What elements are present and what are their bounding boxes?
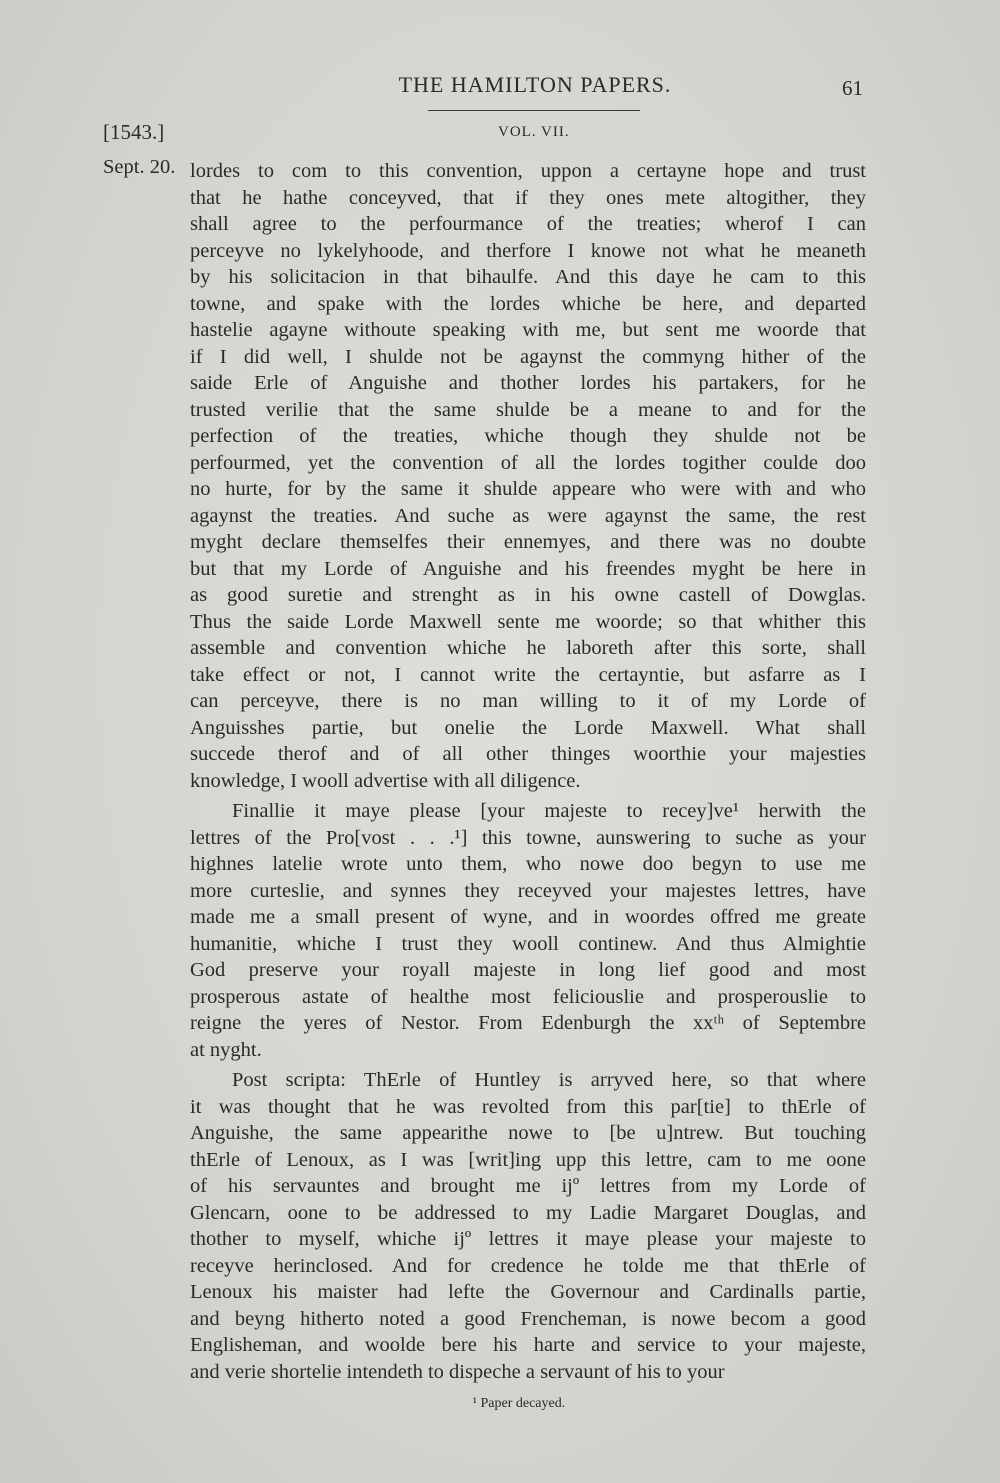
text-line: shall agree to the perfourmance of the treaties; wherof I can (190, 213, 866, 235)
text-line: lettres of the Pro[vost . . .¹] this towne, aunswering to suche as your (190, 826, 866, 849)
header-rule (428, 110, 640, 111)
text-line: as good suretie and strenght as in his owne castell of Dowglas. (190, 584, 866, 606)
letter-body (190, 158, 866, 1385)
footnote: ¹ Paper decayed. (472, 1396, 566, 1411)
text-line: humanitie, whiche I trust they wooll continew. And thus Almightie (190, 932, 866, 955)
text-line: knowledge, I wooll advertise with all diligence. (190, 769, 581, 792)
text-line: agaynst the treaties. And suche as were agaynst the same, the rest (190, 504, 866, 527)
text-line: and verie shortelie intendeth to dispeche a servaunt of his to your (190, 1360, 725, 1383)
volume-label: VOL. VII. (498, 124, 570, 140)
text-line: Anguisshes partie, but onelie the Lorde Maxwell. What shall (190, 716, 866, 739)
text-line: lordes to com to this convention, uppon a certayne hope and trust (190, 160, 866, 182)
text-line: perceyve no lykelyhoode, and therfore I knowe not what he meaneth (190, 239, 866, 262)
text-line: more curteslie, and synnes they receyved your majestes lettres, have (190, 879, 866, 902)
text-line: highnes latelie wrote unto them, who nowe doo begyn to use me (190, 853, 866, 875)
text-line: assemble and convention whiche he laboreth after this sorte, shall (190, 637, 866, 659)
text-line: it was thought that he was revolted from this par[tie] to thErle of (190, 1095, 866, 1118)
text-line: receyve herinclosed. And for credence he tolde me that thErle of (190, 1254, 866, 1277)
text-line: reigne the yeres of Nestor. From Edenburgh the xxᵗʰ of Septembre (190, 1012, 866, 1034)
margin-date: Sept. 20. (103, 156, 176, 178)
text-line: trusted verilie that the same shulde be a meane to and for the (190, 398, 866, 421)
text-line: thother to myself, whiche ijº lettres it maye please your majeste to (190, 1228, 866, 1250)
text-line: Thus the saide Lorde Maxwell sente me woorde; so that whither this (190, 610, 866, 633)
text-line: can perceyve, there is no man willing to it of my Lorde of (190, 690, 866, 712)
paragraph (190, 1067, 866, 1385)
text-line: perfection of the treaties, whiche though they shulde not be (190, 425, 866, 447)
text-line: if I did well, I shulde not be agaynst the commyng hither of the (190, 345, 866, 368)
year-label: [1543.] (103, 120, 165, 144)
text-line: succede therof and of all other thinges woorthie your majesties (190, 743, 866, 765)
text-line: that he hathe conceyved, that if they ones mete altogither, they (190, 186, 866, 209)
running-title: THE HAMILTON PAPERS. (398, 72, 672, 97)
text-line: by his solicitacion in that bihaulfe. And this daye he cam to this (190, 266, 866, 288)
text-line: thErle of Lenoux, as I was [writ]ing upp this lettre, cam to me oone (190, 1148, 866, 1171)
text-line: saide Erle of Anguishe and thother lordes his partakers, for he (190, 372, 866, 394)
text-line: of his servauntes and brought me ijº lettres from my Lorde of (190, 1175, 866, 1197)
text-line: Glencarn, oone to be addressed to my Ladie Margaret Douglas, and (190, 1201, 866, 1224)
text-line: towne, and spake with the lordes whiche be here, and departed (190, 292, 866, 315)
text-line: God preserve your royall majeste in long lief good and most (190, 959, 866, 981)
text-line: but that my Lorde of Anguishe and his freendes myght be here in (190, 557, 866, 580)
text-line: and beyng hitherto noted a good Frencheman, is nowe becom a good (190, 1307, 866, 1330)
page-number: 61 (842, 76, 863, 100)
text-line: at nyght. (190, 1038, 262, 1061)
text-line: hastelie agayne withoute speaking with me, but sent me woorde that (190, 319, 866, 341)
paragraph (190, 798, 866, 1063)
text-line: perfourmed, yet the convention of all the lordes togither coulde doo (190, 451, 866, 474)
text-line: myght declare themselfes their ennemyes, and there was no doubte (190, 531, 866, 553)
paragraph (190, 158, 866, 794)
text-line: Lenoux his maister had lefte the Governour and Cardinalls partie, (190, 1281, 866, 1303)
text-line: Finallie it maye please [your majeste to recey]ve¹ herwith the (232, 800, 866, 822)
text-line: Anguishe, the same appearithe nowe to [be u]ntrew. But touching (190, 1122, 866, 1144)
text-line: prosperous astate of healthe most feliciouslie and prosperouslie to (190, 985, 866, 1008)
text-line: Post scripta: ThErle of Huntley is arryved here, so that where (232, 1069, 866, 1091)
text-line: no hurte, for by the same it shulde appeare who were with and who (190, 478, 866, 500)
text-line: take effect or not, I cannot write the certayntie, but asfarre as I (190, 663, 866, 686)
text-line: Englisheman, and woolde bere his harte and service to your majeste, (190, 1334, 866, 1356)
text-line: made me a small present of wyne, and in woordes offred me greate (190, 906, 866, 928)
